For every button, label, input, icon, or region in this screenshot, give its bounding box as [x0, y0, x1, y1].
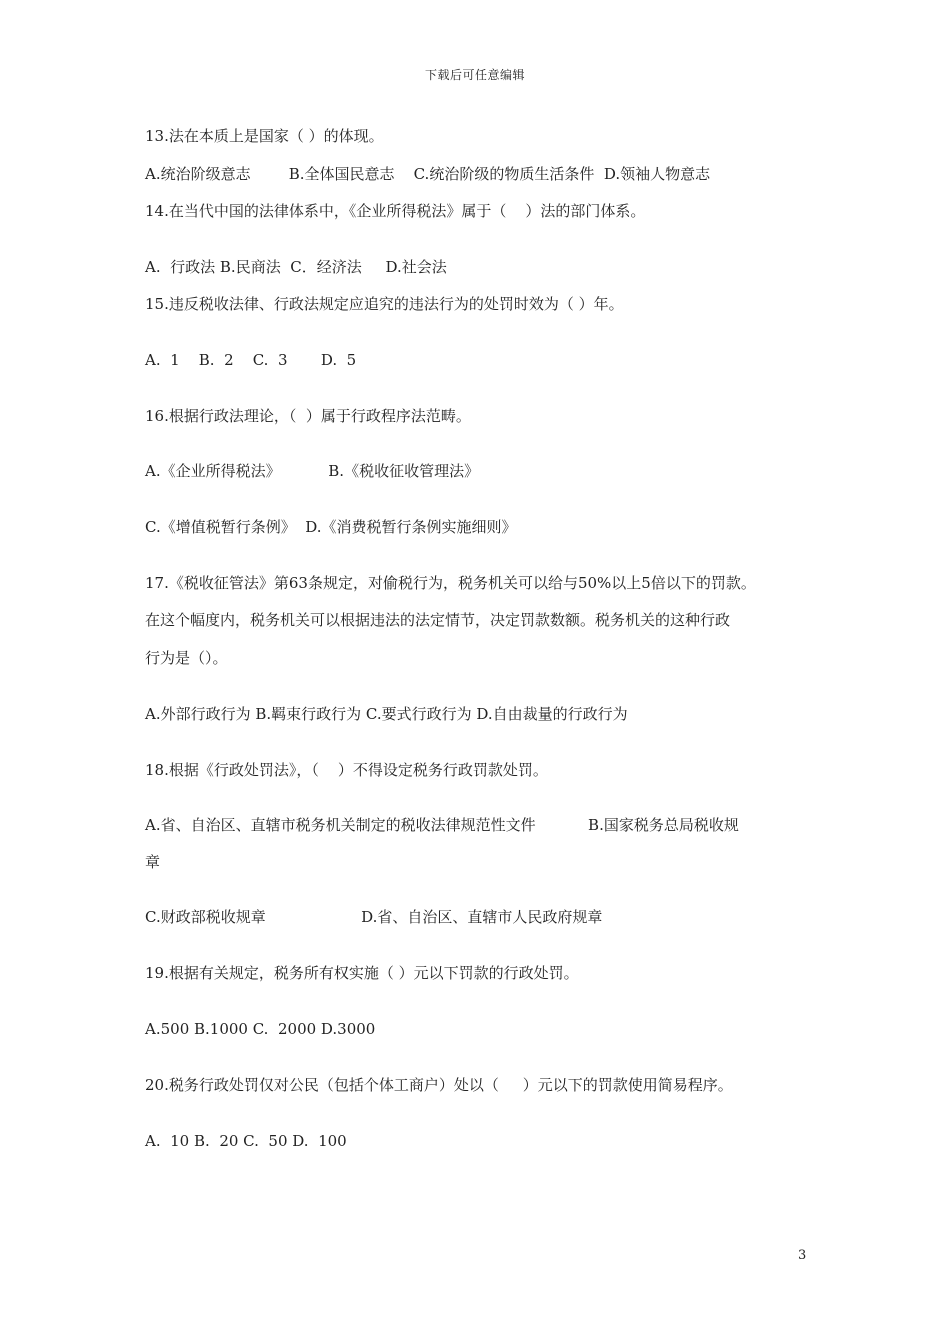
question-16-options-ab: A.《企业所得税法》 B.《税收征收管理法》 — [145, 462, 480, 480]
question-15: 15.违反税收法律、行政法规定应追究的违法行为的处罚时效为（ ）年。 — [145, 295, 624, 313]
question-15-options: A. 1 B. 2 C. 3 D. 5 — [145, 351, 357, 369]
page-number: 3 — [798, 1248, 807, 1263]
question-14-options: A. 行政法 B.民商法 C．经济法 D.社会法 — [145, 258, 447, 276]
question-18-options-ab: A.省、自治区、直辖市税务机关制定的税收法律规范性文件 B.国家税务总局税收规 — [145, 816, 739, 834]
question-17-options: A.外部行政行为 B.羁束行政行为 C.要式行政行为 D.自由裁量的行政行为 — [145, 705, 628, 723]
question-18-options-ab-cont: 章 — [145, 853, 161, 871]
question-20-options: A. 10 B. 20 C. 50 D. 100 — [145, 1132, 347, 1150]
question-20: 20.税务行政处罚仅对公民（包括个体工商户）处以（ ）元以下的罚款使用简易程序。 — [145, 1076, 733, 1094]
question-18: 18.根据《行政处罚法》，（ ）不得设定税务行政罚款处罚。 — [145, 761, 548, 779]
question-14: 14.在当代中国的法律体系中，《企业所得税法》属于（ ）法的部门体系。 — [145, 202, 646, 220]
question-16-options-cd: C.《增值税暂行条例》 D.《消费税暂行条例实施细则》 — [145, 518, 517, 536]
question-19: 19.根据有关规定，税务所有权实施（ ）元以下罚款的行政处罚。 — [145, 964, 579, 982]
question-13-options: A.统治阶级意志 B.全体国民意志 C.统治阶级的物质生活条件 D.领袖人物意志 — [145, 165, 711, 183]
question-19-options: A.500 B.1000 C. 2000 D.3000 — [145, 1020, 376, 1038]
question-17-line-1: 17.《税收征管法》第63条规定，对偷税行为，税务机关可以给与50%以上5倍以下的罚款。 — [145, 574, 756, 592]
page-header: 下载后可任意编辑 — [424, 68, 525, 82]
question-16: 16.根据行政法理论，（ ）属于行政程序法范畴。 — [145, 407, 471, 425]
question-13: 13.法在本质上是国家（ ）的体现。 — [145, 127, 384, 145]
question-17-line-2: 在这个幅度内，税务机关可以根据违法的法定情节，决定罚款数额。税务机关的这种行政 — [145, 611, 731, 629]
question-18-options-cd: C.财政部税收规章 D.省、自治区、直辖市人民政府规章 — [145, 908, 603, 926]
question-17-line-3: 行为是（）。 — [145, 649, 228, 667]
